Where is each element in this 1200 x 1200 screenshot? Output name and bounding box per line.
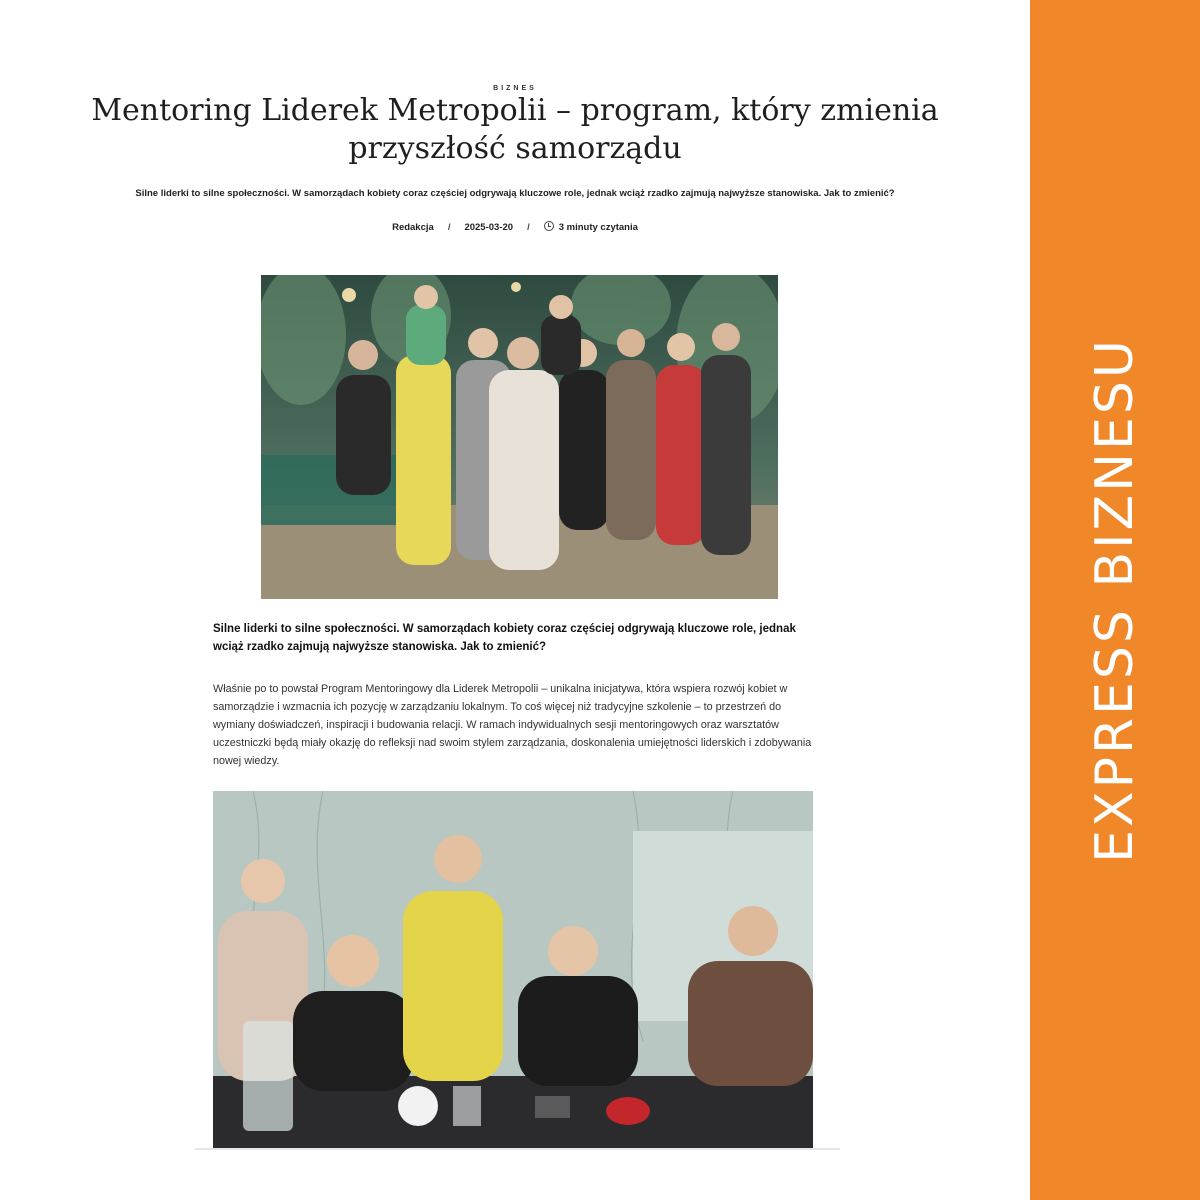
category-label[interactable]: BIZNES: [493, 85, 537, 92]
clock-icon: [544, 221, 554, 231]
workshop-photo-image: [213, 791, 813, 1148]
publish-date: 2025-03-20: [464, 221, 514, 233]
meta-separator: /: [447, 221, 451, 233]
article-lead: Silne liderki to silne społeczności. W samorządach kobiety coraz częściej odgrywają kluczowe role, jednak wciąż rzadko zajmują najwyższe stanowiska. Jak to zmienić?: [135, 188, 895, 199]
article-body: Właśnie po to powstał Program Mentoringowy dla Liderek Metropolii – unikalna inicjatywa, która wspiera rozwój kobiet w samorządzie i wzmacnia ich pozycję w zarządzaniu lokalnym. To coś więcej niż tradycyjne szkolenie – to przestrzeń do wymiany doświadczeń, inspiracji i budowania relacji. W ramach indywidualnych sesji mentoringowych oraz warsztatów uczestniczki będą miały okazję do refleksji nad swoim stylem zarządzania, doskonalenia umiejętności liderskich i zdobywania nowej wiedzy.: [213, 683, 812, 767]
brand-label: EXPRESS BIZNESU: [1085, 337, 1145, 863]
divider: [195, 1148, 840, 1150]
article-lead-bold: Silne liderki to silne społeczności. W samorządach kobiety coraz częściej odgrywają kluczowe role, jednak wciąż rzadko zajmują najwyższe stanowiska. Jak to zmienić?: [213, 623, 796, 653]
article-meta: [0, 221, 1030, 233]
side-banner: [1030, 0, 1200, 1200]
group-photo-image: [261, 275, 778, 599]
group-photo: [261, 275, 778, 599]
read-time-label: 3 minuty czytania: [558, 222, 638, 233]
read-time: [544, 221, 638, 233]
article-title: Mentoring Liderek Metropolii – program, który zmienia przyszłość samorządu: [91, 93, 939, 166]
workshop-photo: [213, 791, 813, 1148]
meta-separator: /: [527, 221, 530, 233]
author-link[interactable]: Redakcja: [392, 221, 434, 233]
